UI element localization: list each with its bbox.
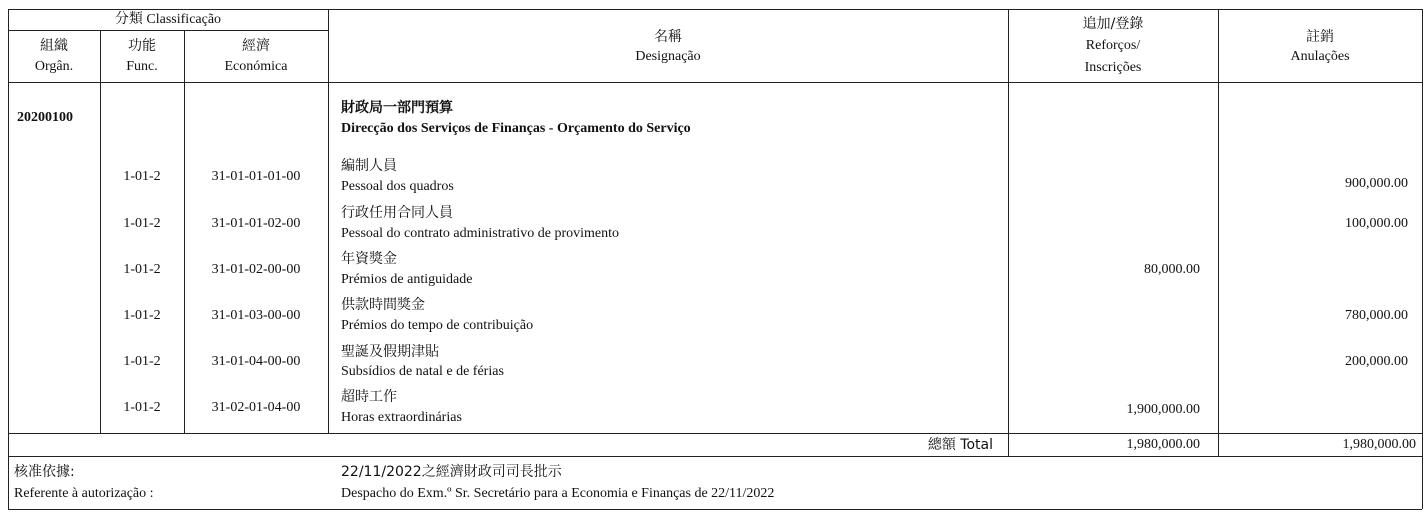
designation-header-pt: Designação — [635, 49, 701, 64]
classification-header: 分類 Classificação — [114, 12, 222, 27]
item-name-zh: 編制人員 — [341, 158, 397, 174]
reinforce-header-zh: 追加/登錄 — [1082, 16, 1144, 32]
item-name-zh: 供款時間獎金 — [341, 297, 425, 313]
total-top-border — [8, 433, 1422, 434]
cancel-amount: 780,000.00 — [1345, 308, 1408, 323]
right-border — [1422, 9, 1423, 509]
total-bottom-border — [8, 456, 1422, 457]
cancel-amount: 200,000.00 — [1345, 354, 1408, 369]
func-code: 1-01-2 — [123, 169, 161, 184]
econ-code: 31-01-04-00-00 — [211, 354, 301, 369]
func-code: 1-01-2 — [123, 216, 161, 231]
table-bottom-border — [8, 509, 1422, 510]
item-name-zh: 行政任用合同人員 — [341, 205, 453, 221]
reinforce-amount: 80,000.00 — [1144, 262, 1200, 277]
func-code: 1-01-2 — [123, 400, 161, 415]
item-name-pt: Prémios do tempo de contribuição — [341, 318, 534, 333]
authorization-label-zh: 核准依據: — [14, 464, 75, 480]
total-reinforce: 1,980,000.00 — [1126, 437, 1200, 452]
table-top-border — [8, 9, 1422, 10]
authorization-value-pt: Despacho do Exm.º Sr. Secretário para a Economia e Finanças de 22/11/2022 — [341, 486, 775, 501]
cancel-amount: 900,000.00 — [1345, 176, 1408, 191]
item-name-zh: 超時工作 — [341, 389, 397, 405]
designation-reinforce-divider — [1008, 9, 1009, 456]
total-label: 總額 Total — [927, 437, 993, 453]
item-name-pt: Pessoal do contrato administrativo de provimento — [341, 226, 620, 241]
left-border — [8, 9, 9, 509]
item-name-zh: 聖誕及假期津貼 — [341, 344, 439, 360]
econ-code: 31-02-01-04-00 — [211, 400, 301, 415]
item-name-pt: Subsídios de natal e de férias — [341, 364, 504, 379]
item-name-pt: Pessoal dos quadros — [341, 179, 454, 194]
func-code: 1-01-2 — [123, 308, 161, 323]
designation-header-zh: 名稱 — [654, 29, 682, 45]
classification-divider — [8, 30, 328, 31]
reinforce-cancel-divider — [1218, 9, 1219, 456]
item-name-zh: 年資獎金 — [341, 251, 397, 267]
econ-code: 31-01-01-02-00 — [211, 216, 301, 231]
cancel-header-zh: 註銷 — [1306, 29, 1334, 45]
reinforce-header-pt2: Inscrições — [1084, 60, 1142, 75]
func-header-pt: Func. — [126, 59, 158, 74]
header-bottom-border — [8, 82, 1422, 83]
organ-code: 20200100 — [17, 110, 73, 125]
section-title-zh: 財政局一部門預算 — [341, 100, 453, 116]
organ-header-pt: Orgân. — [34, 59, 74, 74]
cancel-header-pt: Anulações — [1290, 49, 1350, 64]
total-cancel: 1,980,000.00 — [1342, 437, 1416, 452]
econ-header-zh: 經濟 — [242, 38, 270, 54]
reinforce-header-pt1: Reforços/ — [1085, 38, 1141, 53]
func-header-zh: 功能 — [128, 38, 156, 54]
authorization-label-pt: Referente à autorização : — [14, 486, 154, 501]
item-name-pt: Prémios de antiguidade — [341, 272, 473, 287]
cancel-amount: 100,000.00 — [1345, 216, 1408, 231]
organ-header-zh: 組織 — [40, 38, 68, 54]
econ-code: 31-01-02-00-00 — [211, 262, 301, 277]
reinforce-amount: 1,900,000.00 — [1126, 402, 1200, 417]
econ-designation-divider — [328, 9, 329, 433]
item-name-pt: Horas extraordinárias — [341, 410, 462, 425]
section-title-pt: Direcção dos Serviços de Finanças - Orçamento do Serviço — [341, 121, 691, 136]
func-code: 1-01-2 — [123, 354, 161, 369]
econ-code: 31-01-03-00-00 — [211, 308, 301, 323]
econ-header-pt: Económica — [224, 59, 288, 74]
authorization-value-zh: 22/11/2022之經濟財政司司長批示 — [341, 464, 562, 480]
econ-code: 31-01-01-01-00 — [211, 169, 301, 184]
func-code: 1-01-2 — [123, 262, 161, 277]
